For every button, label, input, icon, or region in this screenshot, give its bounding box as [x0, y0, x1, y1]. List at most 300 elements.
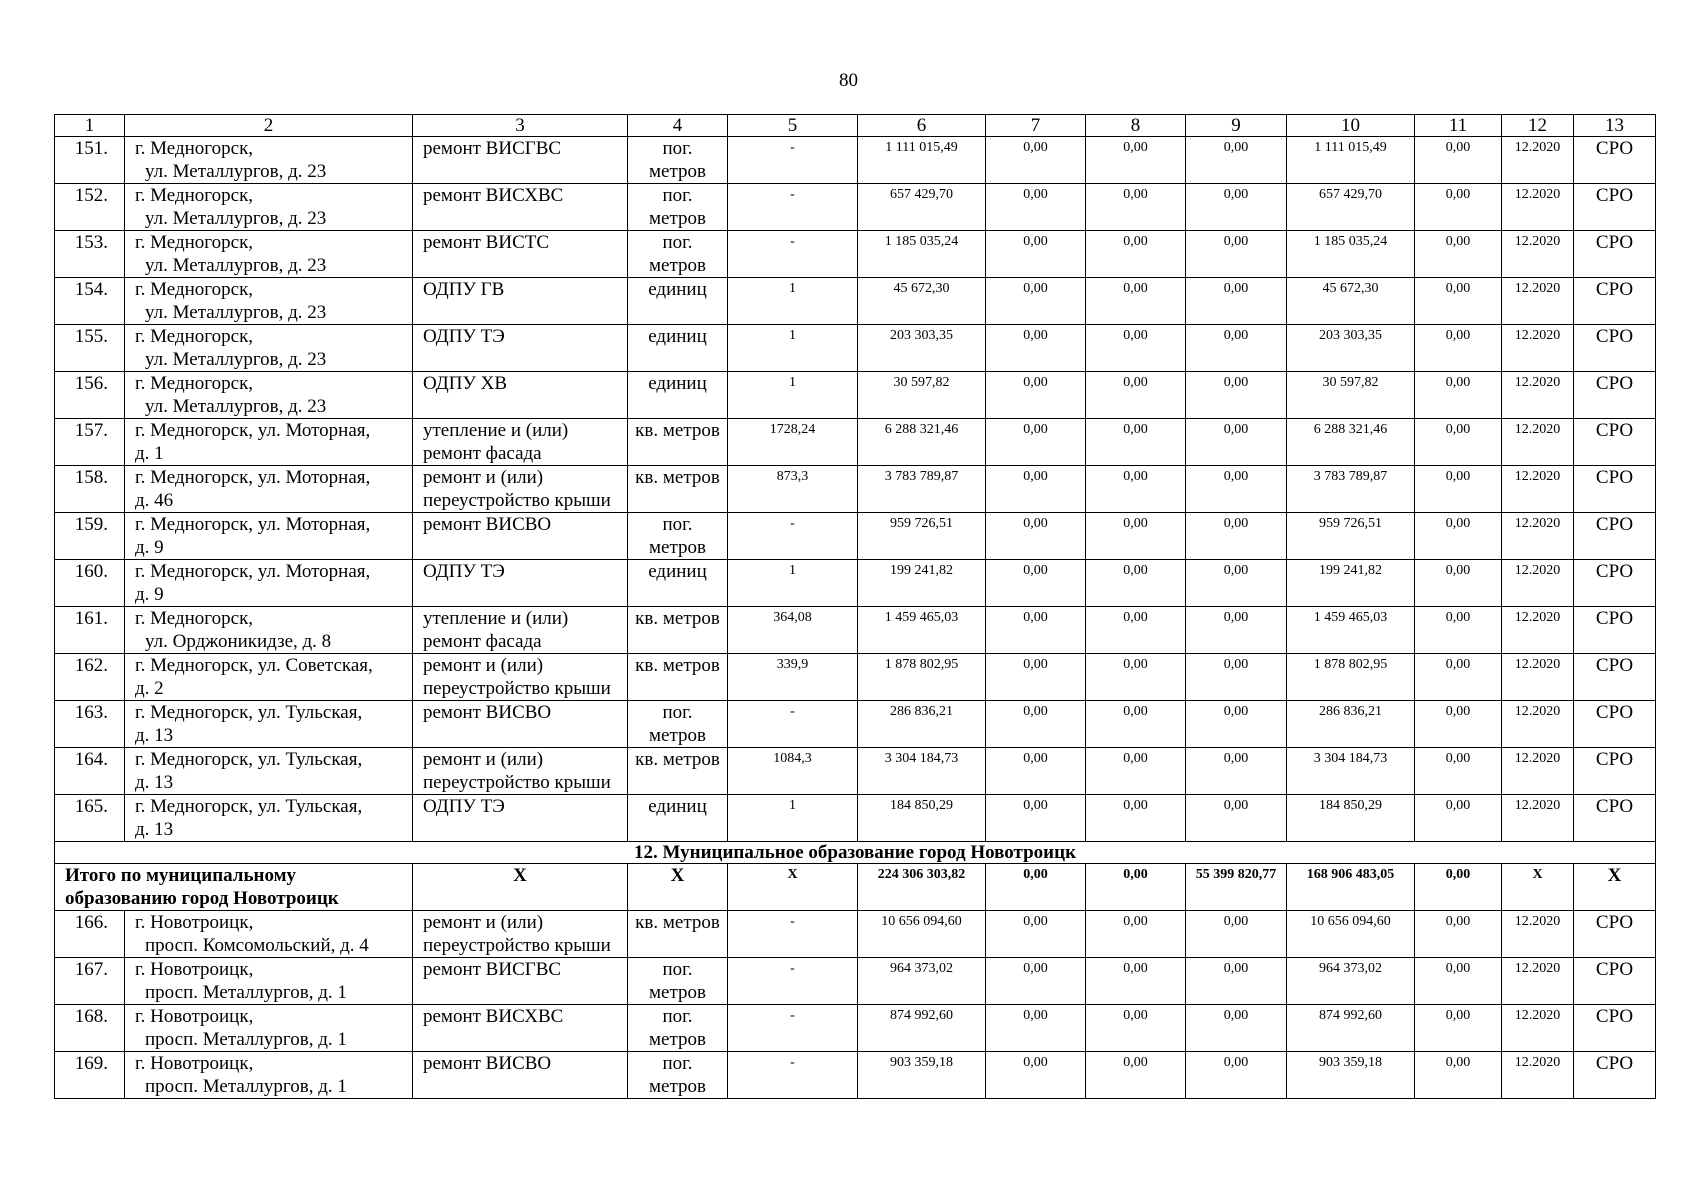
- completion-date-cell: 12.2020: [1502, 325, 1574, 372]
- cell-line: кв. метров: [635, 608, 720, 629]
- fund-cell: 0,00: [986, 466, 1086, 513]
- address-line: просп. Металлургов, д. 1: [145, 982, 347, 1003]
- fund-cell: 0,00: [1086, 748, 1186, 795]
- cell-line: пог.: [662, 232, 693, 253]
- fund-cell: 0,00: [1186, 1052, 1287, 1099]
- address-cell: [125, 911, 413, 958]
- row-number: 161.: [55, 607, 125, 654]
- cell-line: ремонт ВИСХВС: [423, 1006, 564, 1027]
- fund-cell: 1 878 802,95: [1287, 654, 1415, 701]
- fund-cell: 0,00: [1415, 1005, 1502, 1052]
- address-cell: [125, 701, 413, 748]
- funding-source-cell: СРО: [1574, 325, 1656, 372]
- address-line: д. 13: [135, 819, 174, 840]
- header-cell: 12: [1502, 115, 1574, 137]
- funding-source-cell: СРО: [1574, 701, 1656, 748]
- cell-line: ремонт и (или): [423, 749, 544, 770]
- fund-cell: 0,00: [1415, 231, 1502, 278]
- table-row: [55, 419, 1656, 466]
- address-line: ул. Металлургов, д. 23: [145, 255, 327, 276]
- quantity-cell: 1: [728, 325, 858, 372]
- address-line: д. 13: [135, 725, 174, 746]
- column-number-header: [55, 115, 1656, 137]
- cell-line: ремонт и (или): [423, 467, 544, 488]
- row-number: 166.: [55, 911, 125, 958]
- row-number: 168.: [55, 1005, 125, 1052]
- quantity-cell: -: [728, 1052, 858, 1099]
- cell-line: ОДПУ ТЭ: [423, 561, 505, 582]
- fund-cell: 0,00: [1186, 372, 1287, 419]
- fund-cell: 0,00: [1186, 231, 1287, 278]
- cell-line: кв. метров: [635, 749, 720, 770]
- total-cost-cell: 286 836,21: [858, 701, 986, 748]
- fund-cell: 0,00: [1415, 137, 1502, 184]
- address-cell: [125, 137, 413, 184]
- fund-cell: 0,00: [1186, 748, 1287, 795]
- table-row: [55, 1005, 1656, 1052]
- fund-cell: 0,00: [1415, 184, 1502, 231]
- header-cell: 4: [628, 115, 728, 137]
- funding-source-cell: СРО: [1574, 419, 1656, 466]
- funding-source-cell: СРО: [1574, 560, 1656, 607]
- total-cell: 55 399 820,77: [1186, 864, 1287, 911]
- work-type-cell: [413, 278, 628, 325]
- fund-cell: 0,00: [1086, 419, 1186, 466]
- fund-cell: 0,00: [1415, 911, 1502, 958]
- quantity-cell: -: [728, 231, 858, 278]
- fund-cell: 0,00: [1415, 607, 1502, 654]
- fund-cell: 0,00: [986, 278, 1086, 325]
- work-type-cell: [413, 372, 628, 419]
- total-cell: 0,00: [986, 864, 1086, 911]
- fund-cell: 0,00: [986, 795, 1086, 842]
- fund-cell: 1 111 015,49: [1287, 137, 1415, 184]
- unit-cell: [628, 513, 728, 560]
- funding-source-cell: СРО: [1574, 513, 1656, 560]
- quantity-cell: 1: [728, 372, 858, 419]
- funding-source-cell: СРО: [1574, 795, 1656, 842]
- cell-line: ремонт фасада: [423, 631, 542, 652]
- table-row: [55, 278, 1656, 325]
- table-row: [55, 1052, 1656, 1099]
- cell-line: пог.: [662, 138, 693, 159]
- fund-cell: 0,00: [986, 231, 1086, 278]
- total-cost-cell: 959 726,51: [858, 513, 986, 560]
- total-cost-cell: 903 359,18: [858, 1052, 986, 1099]
- completion-date-cell: 12.2020: [1502, 748, 1574, 795]
- cell-line: кв. метров: [635, 655, 720, 676]
- funding-source-cell: СРО: [1574, 748, 1656, 795]
- funding-source-cell: СРО: [1574, 278, 1656, 325]
- unit-cell: [628, 654, 728, 701]
- table-row: [55, 654, 1656, 701]
- funding-source-cell: СРО: [1574, 137, 1656, 184]
- address-line: просп. Комсомольский, д. 4: [145, 935, 369, 956]
- work-type-cell: [413, 466, 628, 513]
- fund-cell: 0,00: [1415, 958, 1502, 1005]
- fund-cell: 0,00: [1186, 466, 1287, 513]
- fund-cell: 0,00: [1186, 513, 1287, 560]
- page-number: 80: [839, 70, 858, 91]
- table-row: [55, 184, 1656, 231]
- cell-line: пог.: [662, 1053, 693, 1074]
- fund-cell: 0,00: [986, 748, 1086, 795]
- address-cell: [125, 958, 413, 1005]
- cell-line: пог.: [662, 514, 693, 535]
- cell-line: ремонт и (или): [423, 655, 544, 676]
- header-cell: 11: [1415, 115, 1502, 137]
- cell-line: метров: [649, 255, 706, 276]
- fund-cell: 0,00: [1415, 654, 1502, 701]
- fund-cell: 0,00: [1186, 184, 1287, 231]
- fund-cell: 0,00: [986, 372, 1086, 419]
- address-line: д. 9: [135, 537, 164, 558]
- address-line: ул. Металлургов, д. 23: [145, 208, 327, 229]
- total-cost-cell: 3 304 184,73: [858, 748, 986, 795]
- total-cost-cell: 1 459 465,03: [858, 607, 986, 654]
- fund-cell: 0,00: [1086, 1005, 1186, 1052]
- quantity-cell: -: [728, 513, 858, 560]
- funding-source-cell: СРО: [1574, 231, 1656, 278]
- cell-line: кв. метров: [635, 912, 720, 933]
- quantity-cell: -: [728, 958, 858, 1005]
- cell-line: кв. метров: [635, 467, 720, 488]
- quantity-cell: -: [728, 701, 858, 748]
- unit-cell: [628, 795, 728, 842]
- cell-line: метров: [649, 161, 706, 182]
- fund-cell: 0,00: [1186, 654, 1287, 701]
- address-line: г. Новотроицк,: [135, 912, 254, 933]
- header-cell: 2: [125, 115, 413, 137]
- funding-source-cell: СРО: [1574, 1052, 1656, 1099]
- unit-cell: [628, 607, 728, 654]
- cell-line: ремонт ВИСХВС: [423, 185, 564, 206]
- funding-source-cell: СРО: [1574, 607, 1656, 654]
- table-row: [55, 325, 1656, 372]
- header-cell: 1: [55, 115, 125, 137]
- unit-cell: [628, 911, 728, 958]
- cell-line: единиц: [648, 373, 707, 394]
- address-cell: [125, 231, 413, 278]
- cell-line: переустройство крыши: [423, 935, 611, 956]
- fund-cell: 0,00: [1186, 958, 1287, 1005]
- fund-cell: 0,00: [986, 325, 1086, 372]
- total-label: [55, 864, 413, 911]
- fund-cell: 0,00: [1086, 466, 1186, 513]
- address-line: г. Медногорск,: [135, 326, 254, 347]
- address-cell: [125, 560, 413, 607]
- total-cost-cell: 1 185 035,24: [858, 231, 986, 278]
- cell-line: пог.: [662, 1006, 693, 1027]
- completion-date-cell: 12.2020: [1502, 466, 1574, 513]
- row-number: 164.: [55, 748, 125, 795]
- total-cost-cell: 199 241,82: [858, 560, 986, 607]
- work-type-cell: [413, 748, 628, 795]
- work-type-cell: [413, 1005, 628, 1052]
- municipality-total-row: [55, 864, 1656, 911]
- address-cell: [125, 748, 413, 795]
- quantity-cell: 1084,3: [728, 748, 858, 795]
- completion-date-cell: 12.2020: [1502, 607, 1574, 654]
- row-number: 159.: [55, 513, 125, 560]
- header-cell: 9: [1186, 115, 1287, 137]
- fund-cell: 0,00: [986, 513, 1086, 560]
- fund-cell: 0,00: [1415, 1052, 1502, 1099]
- cell-line: метров: [649, 537, 706, 558]
- row-number: 154.: [55, 278, 125, 325]
- total-cell: X: [628, 864, 728, 911]
- unit-cell: [628, 466, 728, 513]
- fund-cell: 903 359,18: [1287, 1052, 1415, 1099]
- fund-cell: 959 726,51: [1287, 513, 1415, 560]
- fund-cell: 184 850,29: [1287, 795, 1415, 842]
- table-row: [55, 372, 1656, 419]
- row-number: 169.: [55, 1052, 125, 1099]
- fund-cell: 0,00: [1086, 958, 1186, 1005]
- address-line: г. Медногорск,: [135, 373, 254, 394]
- row-number: 157.: [55, 419, 125, 466]
- fund-cell: 0,00: [1415, 560, 1502, 607]
- cell-line: единиц: [648, 279, 707, 300]
- address-line: г. Новотроицк,: [135, 959, 254, 980]
- address-line: просп. Металлургов, д. 1: [145, 1029, 347, 1050]
- fund-cell: 0,00: [986, 958, 1086, 1005]
- fund-cell: 0,00: [1086, 654, 1186, 701]
- address-cell: [125, 1052, 413, 1099]
- total-cost-cell: 10 656 094,60: [858, 911, 986, 958]
- cell-line: пог.: [662, 702, 693, 723]
- total-cost-cell: 1 111 015,49: [858, 137, 986, 184]
- cell-line: ремонт и (или): [423, 912, 544, 933]
- total-cost-cell: 203 303,35: [858, 325, 986, 372]
- table-row: [55, 607, 1656, 654]
- unit-cell: [628, 560, 728, 607]
- work-type-cell: [413, 184, 628, 231]
- fund-cell: 286 836,21: [1287, 701, 1415, 748]
- fund-cell: 0,00: [1415, 466, 1502, 513]
- fund-cell: 0,00: [1086, 184, 1186, 231]
- table-row: [55, 911, 1656, 958]
- total-cell: X: [1574, 864, 1656, 911]
- table-row: [55, 513, 1656, 560]
- fund-cell: 0,00: [1415, 795, 1502, 842]
- cell-line: утепление и (или): [423, 608, 569, 629]
- address-line: г. Медногорск, ул. Моторная,: [135, 514, 371, 535]
- fund-cell: 0,00: [1086, 278, 1186, 325]
- cell-line: метров: [649, 725, 706, 746]
- cell-line: ремонт ВИСВО: [423, 514, 552, 535]
- header-cell: 3: [413, 115, 628, 137]
- funding-source-cell: СРО: [1574, 958, 1656, 1005]
- work-type-cell: [413, 560, 628, 607]
- fund-cell: 0,00: [1086, 372, 1186, 419]
- cell-line: ОДПУ ТЭ: [423, 796, 505, 817]
- fund-cell: 0,00: [986, 607, 1086, 654]
- fund-cell: 0,00: [1086, 795, 1186, 842]
- table-row: [55, 958, 1656, 1005]
- work-type-cell: [413, 958, 628, 1005]
- fund-cell: 30 597,82: [1287, 372, 1415, 419]
- fund-cell: 0,00: [986, 1052, 1086, 1099]
- cell-line: утепление и (или): [423, 420, 569, 441]
- header-cell: 6: [858, 115, 986, 137]
- work-type-cell: [413, 795, 628, 842]
- total-cost-cell: 964 373,02: [858, 958, 986, 1005]
- fund-cell: 0,00: [986, 419, 1086, 466]
- address-line: г. Медногорск,: [135, 279, 254, 300]
- address-line: д. 9: [135, 584, 164, 605]
- fund-cell: 0,00: [1086, 560, 1186, 607]
- address-line: г. Медногорск,: [135, 608, 254, 629]
- fund-cell: 0,00: [1086, 911, 1186, 958]
- unit-cell: [628, 325, 728, 372]
- fund-cell: 0,00: [1186, 278, 1287, 325]
- cell-line: единиц: [648, 561, 707, 582]
- cell-line: Итого по муниципальному: [65, 865, 297, 886]
- cell-line: ОДПУ ТЭ: [423, 326, 505, 347]
- quantity-cell: 364,08: [728, 607, 858, 654]
- completion-date-cell: 12.2020: [1502, 958, 1574, 1005]
- fund-cell: 0,00: [1186, 137, 1287, 184]
- fund-cell: 964 373,02: [1287, 958, 1415, 1005]
- cell-line: ремонт ВИСВО: [423, 1053, 552, 1074]
- row-number: 156.: [55, 372, 125, 419]
- work-type-cell: [413, 231, 628, 278]
- fund-cell: 0,00: [1086, 231, 1186, 278]
- section-title-row: [55, 842, 1656, 864]
- completion-date-cell: 12.2020: [1502, 231, 1574, 278]
- address-cell: [125, 654, 413, 701]
- fund-cell: 0,00: [986, 560, 1086, 607]
- fund-cell: 3 783 789,87: [1287, 466, 1415, 513]
- fund-cell: 0,00: [1186, 795, 1287, 842]
- address-line: г. Медногорск, ул. Тульская,: [135, 796, 363, 817]
- total-cost-cell: 874 992,60: [858, 1005, 986, 1052]
- quantity-cell: -: [728, 911, 858, 958]
- section-title: 12. Муниципальное образование город Новотроицк: [55, 842, 1656, 864]
- cell-line: единиц: [648, 796, 707, 817]
- cell-line: ремонт ВИСГВС: [423, 138, 562, 159]
- cell-line: пог.: [662, 959, 693, 980]
- address-line: г. Медногорск, ул. Моторная,: [135, 420, 371, 441]
- cell-line: ОДПУ ХВ: [423, 373, 508, 394]
- total-cost-cell: 657 429,70: [858, 184, 986, 231]
- fund-cell: 0,00: [1186, 419, 1287, 466]
- total-cost-cell: 1 878 802,95: [858, 654, 986, 701]
- total-cost-cell: 3 783 789,87: [858, 466, 986, 513]
- address-line: г. Медногорск, ул. Советская,: [135, 655, 373, 676]
- quantity-cell: 1728,24: [728, 419, 858, 466]
- address-cell: [125, 278, 413, 325]
- table-row: [55, 701, 1656, 748]
- fund-cell: 0,00: [1186, 607, 1287, 654]
- fund-cell: 0,00: [1415, 325, 1502, 372]
- address-line: ул. Металлургов, д. 23: [145, 396, 327, 417]
- cell-line: кв. метров: [635, 420, 720, 441]
- total-cell: X: [413, 864, 628, 911]
- total-cell: 0,00: [1415, 864, 1502, 911]
- cell-line: ремонт фасада: [423, 443, 542, 464]
- row-number: 165.: [55, 795, 125, 842]
- header-cell: 10: [1287, 115, 1415, 137]
- unit-cell: [628, 1005, 728, 1052]
- fund-cell: 0,00: [1086, 137, 1186, 184]
- address-line: г. Медногорск, ул. Тульская,: [135, 702, 363, 723]
- row-number: 158.: [55, 466, 125, 513]
- address-line: д. 2: [135, 678, 164, 699]
- total-cost-cell: 45 672,30: [858, 278, 986, 325]
- address-cell: [125, 607, 413, 654]
- cell-line: ремонт ВИСВО: [423, 702, 552, 723]
- address-line: просп. Металлургов, д. 1: [145, 1076, 347, 1097]
- address-line: ул. Металлургов, д. 23: [145, 349, 327, 370]
- address-line: г. Медногорск, ул. Моторная,: [135, 467, 371, 488]
- cell-line: пог.: [662, 185, 693, 206]
- address-line: г. Новотроицк,: [135, 1006, 254, 1027]
- table-row: [55, 748, 1656, 795]
- unit-cell: [628, 958, 728, 1005]
- fund-cell: 874 992,60: [1287, 1005, 1415, 1052]
- header-cell: 7: [986, 115, 1086, 137]
- fund-cell: 0,00: [1186, 911, 1287, 958]
- quantity-cell: 1: [728, 560, 858, 607]
- completion-date-cell: 12.2020: [1502, 184, 1574, 231]
- total-cost-cell: 30 597,82: [858, 372, 986, 419]
- row-number: 162.: [55, 654, 125, 701]
- cell-line: ремонт ВИСТС: [423, 232, 550, 253]
- row-number: 167.: [55, 958, 125, 1005]
- address-line: г. Медногорск, ул. Моторная,: [135, 561, 371, 582]
- unit-cell: [628, 372, 728, 419]
- address-line: ул. Металлургов, д. 23: [145, 302, 327, 323]
- fund-cell: 0,00: [1415, 419, 1502, 466]
- cell-line: метров: [649, 208, 706, 229]
- address-line: ул. Орджоникидзе, д. 8: [145, 631, 332, 652]
- cell-line: ремонт ВИСГВС: [423, 959, 562, 980]
- fund-cell: 0,00: [1086, 1052, 1186, 1099]
- total-cell: 0,00: [1086, 864, 1186, 911]
- work-type-cell: [413, 607, 628, 654]
- unit-cell: [628, 701, 728, 748]
- work-type-cell: [413, 701, 628, 748]
- unit-cell: [628, 419, 728, 466]
- quantity-cell: -: [728, 184, 858, 231]
- completion-date-cell: 12.2020: [1502, 419, 1574, 466]
- work-type-cell: [413, 654, 628, 701]
- funding-source-cell: СРО: [1574, 372, 1656, 419]
- fund-cell: 0,00: [1186, 325, 1287, 372]
- fund-cell: 0,00: [1186, 701, 1287, 748]
- cell-line: образованию город Новотроицк: [65, 888, 339, 909]
- total-cost-cell: 6 288 321,46: [858, 419, 986, 466]
- fund-cell: 657 429,70: [1287, 184, 1415, 231]
- completion-date-cell: 12.2020: [1502, 278, 1574, 325]
- fund-cell: 1 459 465,03: [1287, 607, 1415, 654]
- address-line: г. Медногорск, ул. Тульская,: [135, 749, 363, 770]
- fund-cell: 0,00: [1086, 325, 1186, 372]
- unit-cell: [628, 137, 728, 184]
- completion-date-cell: 12.2020: [1502, 137, 1574, 184]
- address-line: г. Медногорск,: [135, 185, 254, 206]
- fund-cell: 0,00: [1186, 560, 1287, 607]
- work-type-cell: [413, 911, 628, 958]
- fund-cell: 0,00: [1415, 748, 1502, 795]
- header-cell: 13: [1574, 115, 1656, 137]
- address-cell: [125, 466, 413, 513]
- completion-date-cell: 12.2020: [1502, 560, 1574, 607]
- fund-cell: 1 185 035,24: [1287, 231, 1415, 278]
- fund-cell: 0,00: [1415, 701, 1502, 748]
